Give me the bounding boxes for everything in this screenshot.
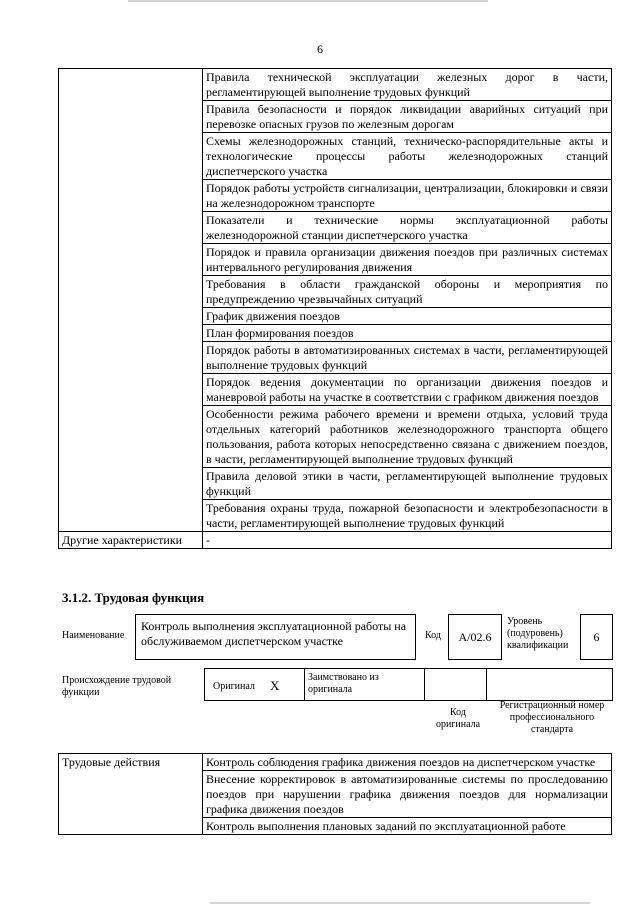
table-row-other xyxy=(59,532,612,549)
knowledge-requirements-table xyxy=(58,68,612,549)
scan-artifact-top xyxy=(128,0,488,2)
original-label: Оригинал xyxy=(213,681,255,692)
requirement-item: Схемы железнодорожных станций, техническо-распорядительные акты и технологические процессы работы железнодорожных станций диспетчерского участка xyxy=(203,133,612,180)
requirement-item: Требования в области гражданской обороны и мероприятия по предупреждению чрезвычайных ситуаций xyxy=(203,276,612,308)
borrowed-label: Заимствовано из оригинала xyxy=(308,672,379,695)
function-name-box: Контроль выполнения эксплуатационной работы на обслуживаемом диспетчерском участке xyxy=(135,614,416,660)
page-number: 6 xyxy=(317,42,323,56)
requirement-item: Показатели и технические нормы эксплуатационной работы железнодорожной станции диспетчерского участка xyxy=(203,212,612,244)
requirement-item: Правила технической эксплуатации железных дорог в части, регламентирующей выполнение трудовых функций xyxy=(203,69,612,101)
labor-action-item: Контроль выполнения плановых заданий по эксплуатационной работе xyxy=(203,818,612,835)
table-label-cell-empty xyxy=(59,69,203,532)
qualification-level-label: Уровень (подуровень) квалификации xyxy=(507,616,569,651)
qualification-level-box: 6 xyxy=(580,614,613,660)
requirement-item: План формирования поездов xyxy=(203,325,612,342)
labor-actions-table xyxy=(58,753,612,835)
other-characteristics-label: Другие характеристики xyxy=(59,532,203,549)
original-mark: X xyxy=(270,678,280,693)
table-row xyxy=(59,69,612,101)
origin-label: Происхождение трудовой функции xyxy=(62,675,172,698)
labor-action-item: Контроль соблюдения графика движения поездов на диспетчерском участке xyxy=(203,754,612,771)
labor-action-item: Внесение корректировок в автоматизированные системы по проследованию поездов при нарушении графика движения поездов для нормализации графика движения поездов xyxy=(203,771,612,818)
requirement-item: Порядок работы в автоматизированных системах в части, регламентирующей выполнение трудовых функций xyxy=(203,342,612,374)
table-row xyxy=(59,754,612,771)
origin-code-cell xyxy=(424,668,486,701)
reg-number-label: Регистрационный номер профессионального стандарта xyxy=(499,700,605,735)
requirement-item: Правила деловой этики в части, регламентирующей выполнение трудовых функций xyxy=(203,468,612,500)
name-label: Наименование xyxy=(62,630,125,641)
requirement-item: Порядок ведения документации по организации движения поездов и маневровой работы на участке в соответствии с графиком движения поездов xyxy=(203,374,612,406)
requirement-item: Порядок и правила организации движения поездов при различных системах интервального регулирования движения xyxy=(203,244,612,276)
code-value-box: A/02.6 xyxy=(448,614,502,660)
requirement-item: Порядок работы устройств сигнализации, централизации, блокировки и связи на железнодорожном транспорте xyxy=(203,180,612,212)
other-characteristics-value: - xyxy=(203,532,612,549)
section-title: 3.1.2. Трудовая функция xyxy=(62,590,205,605)
code-original-label: Код оригинала xyxy=(435,707,481,730)
labor-actions-label: Трудовые действия xyxy=(59,754,203,835)
origin-reg-number-cell xyxy=(486,668,613,701)
code-label: Код xyxy=(425,630,441,641)
requirement-item: Особенности режима рабочего времени и времени отдыха, условий труда отдельных категорий работников железнодорожного транспорта общего пользования, работа которых непосредственно связана с движением поездов, в части, регламентирующей выполнение трудовых функций xyxy=(203,406,612,468)
requirement-item: Правила безопасности и порядок ликвидации аварийных ситуаций при перевозке опасных грузов по железным дорогам xyxy=(203,101,612,133)
requirement-item: Требования охраны труда, пожарной безопасности и электробезопасности в части, регламентирующей выполнение трудовых функций xyxy=(203,500,612,532)
scan-artifact-bottom xyxy=(210,902,590,904)
requirement-item: График движения поездов xyxy=(203,308,612,325)
